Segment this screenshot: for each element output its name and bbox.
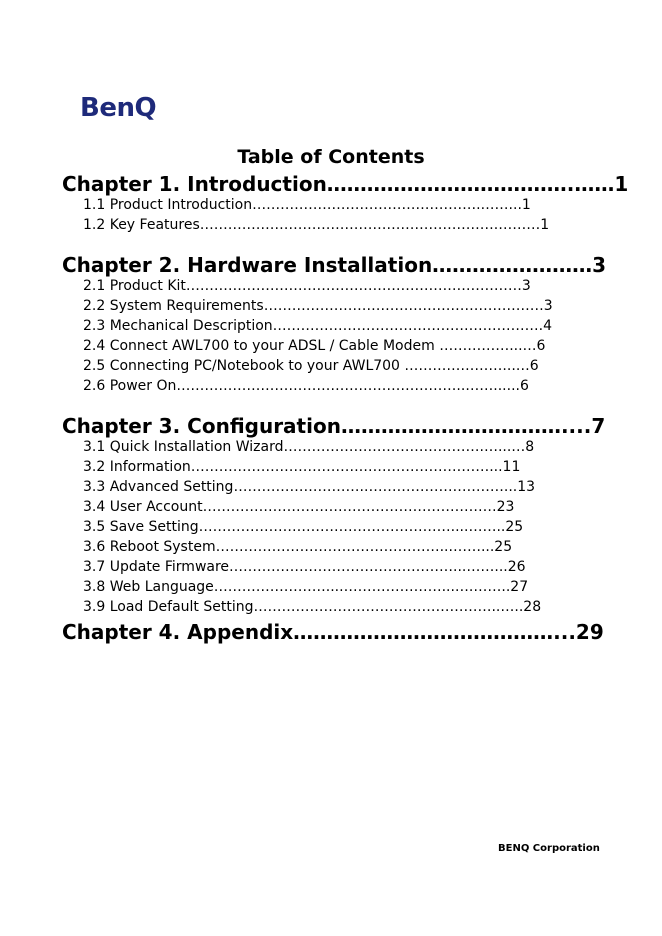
footer-company: BENQ Corporation: [498, 843, 600, 854]
toc-section-3-8[interactable]: 3.8 Web Language……………………....…………………...….……..27: [83, 579, 529, 595]
logo-text: BenQ: [80, 93, 157, 123]
benq-logo: [80, 93, 156, 123]
toc-section-2-4[interactable]: 2.4 Connect AWL700 to your ADSL / Cable Modem ……………...…6: [83, 338, 546, 354]
toc-section-3-5[interactable]: 3.5 Save Setting………………………………………………....……..25: [83, 519, 524, 535]
page-title: Table of Contents: [237, 146, 425, 168]
toc-chapter-4[interactable]: Chapter 4. Appendix…………………………………...29: [62, 620, 604, 644]
toc-section-2-6[interactable]: 2.6 Power On……………………………………………………..……......6: [83, 378, 529, 394]
toc-section-1-2[interactable]: 1.2 Key Features……………………………………………………….………1: [83, 217, 550, 233]
toc-chapter-3[interactable]: Chapter 3. Configuration……………………………....7: [62, 414, 606, 438]
toc-section-3-7[interactable]: 3.7 Update Firmware…………………………………………...……...26: [83, 559, 526, 575]
toc-section-3-9[interactable]: 3.9 Load Default Setting……………………………………………..…..28: [83, 599, 542, 615]
toc-section-2-1[interactable]: 2.1 Product Kit………………………………………………………………3: [83, 278, 531, 294]
toc-section-3-1[interactable]: 3.1 Quick Installation Wizard…………………………………….…...…8: [83, 439, 535, 455]
toc-section-3-4[interactable]: 3.4 User Account………………………………………………………23: [83, 499, 515, 515]
toc-section-2-5[interactable]: 2.5 Connecting PC/Notebook to your AWL700 …………………...…6: [83, 358, 539, 374]
toc-section-3-6[interactable]: 3.6 Reboot System…………………………………………...……...25: [83, 539, 513, 555]
toc-chapter-2[interactable]: Chapter 2. Hardware Installation……………………3: [62, 253, 607, 277]
toc-section-1-1[interactable]: 1.1 Product Introduction………………………………………….……...1: [83, 197, 531, 213]
toc-section-3-2[interactable]: 3.2 Information……………………………….………………………...11: [83, 459, 521, 475]
toc-section-2-2[interactable]: 2.2 System Requirements……………………………………………………3: [83, 298, 553, 314]
toc-section-2-3[interactable]: 2.3 Mechanical Description………………………………………………….4: [83, 318, 553, 334]
toc-chapter-1[interactable]: Chapter 1. Introduction……………………………….……1: [62, 172, 629, 196]
toc-section-3-3[interactable]: 3.3 Advanced Setting……………………….…………………………...13: [83, 479, 536, 495]
